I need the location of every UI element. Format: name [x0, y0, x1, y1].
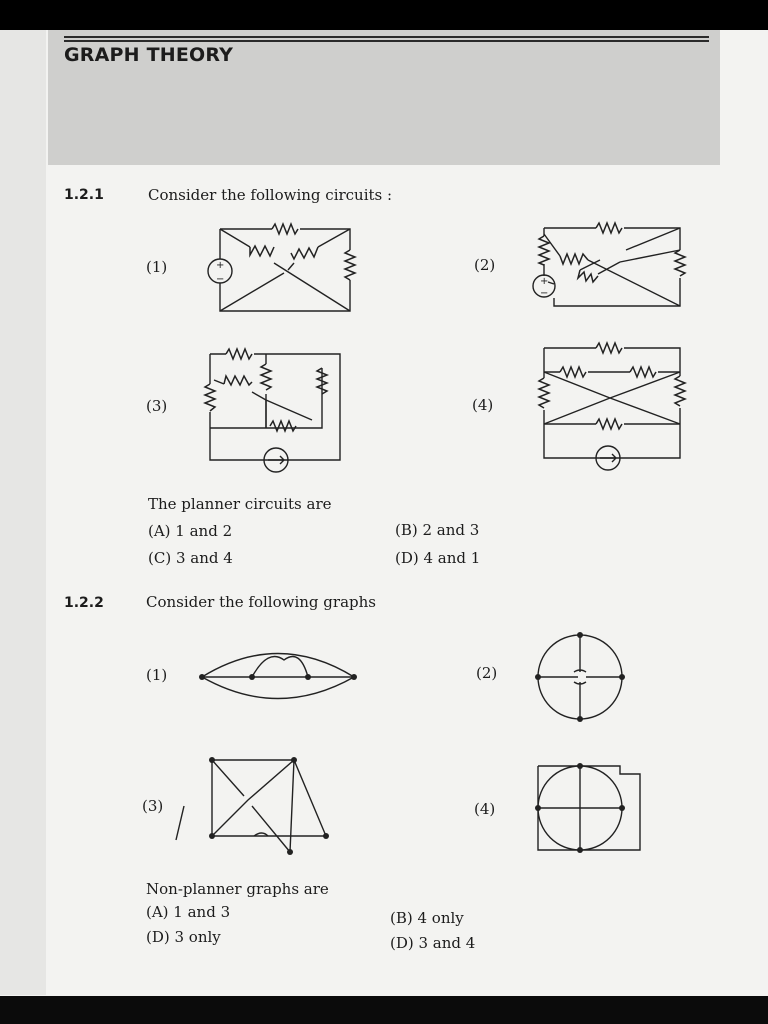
option-c: (D) 3 only: [146, 928, 221, 946]
source-plus-symbol: +: [540, 276, 549, 287]
figure-label: (1): [146, 258, 168, 276]
bottom-shadow-band: [0, 996, 768, 1024]
figure-label: (2): [474, 256, 496, 274]
page-title: GRAPH THEORY: [64, 44, 234, 66]
option-a: (A) 1 and 3: [146, 903, 231, 921]
question-prompt: Consider the following graphs: [146, 593, 376, 611]
option-b: (B) 4 only: [390, 909, 464, 927]
question-text: The planner circuits are: [148, 495, 332, 513]
figure-label: (4): [472, 396, 494, 414]
figure-label: (3): [142, 797, 164, 815]
source-minus-symbol: −: [216, 274, 225, 285]
figure-label: (4): [474, 800, 496, 818]
question-text: Non-planner graphs are: [146, 880, 329, 898]
option-d: (D) 4 and 1: [395, 549, 481, 567]
question-number: 1.2.2: [64, 595, 104, 611]
question-prompt: Consider the following circuits :: [148, 186, 393, 204]
option-d: (D) 3 and 4: [390, 934, 476, 952]
figure-label: (2): [476, 664, 498, 682]
option-b: (B) 2 and 3: [395, 521, 480, 539]
source-minus-symbol: −: [540, 288, 549, 299]
figure-label: (1): [146, 666, 168, 684]
question-number: 1.2.1: [64, 187, 104, 203]
source-plus-symbol: +: [216, 260, 225, 271]
option-c: (C) 3 and 4: [148, 549, 233, 567]
option-a: (A) 1 and 2: [148, 522, 233, 540]
figure-label: (3): [146, 397, 168, 415]
